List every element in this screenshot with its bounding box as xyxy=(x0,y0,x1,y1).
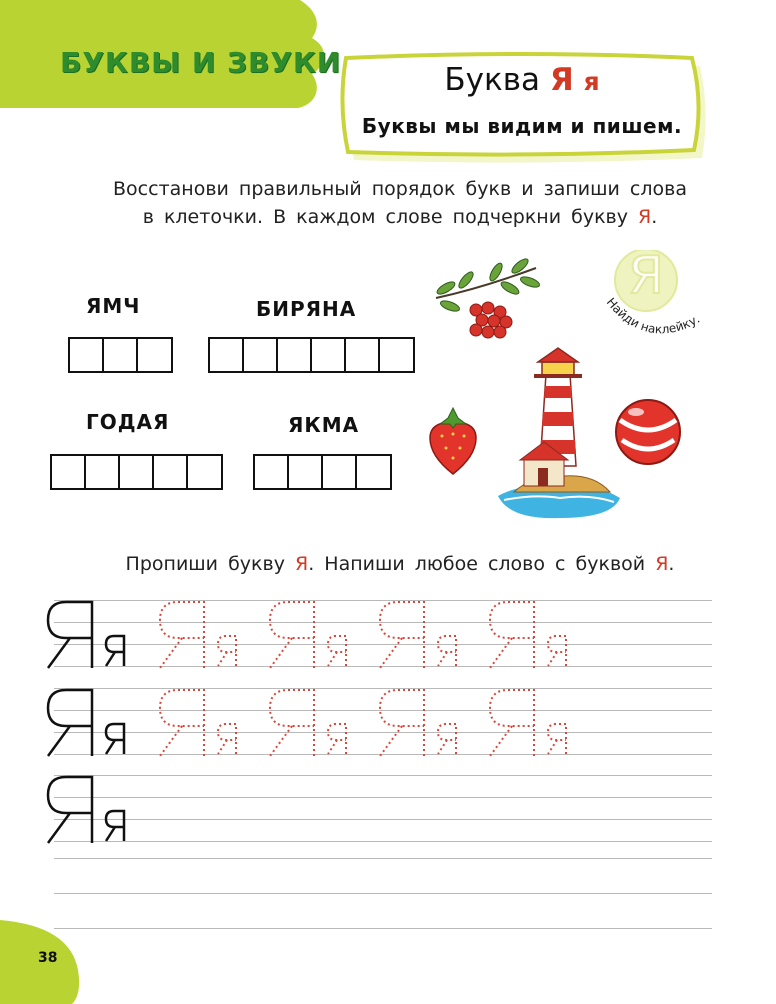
task1-period: . xyxy=(651,206,658,228)
trace-letter-upper[interactable] xyxy=(380,602,424,668)
sample-letter-lower xyxy=(106,811,124,841)
scrambled-word-2: БИРЯНА xyxy=(256,297,357,321)
trace-letter-upper[interactable] xyxy=(490,602,534,668)
trace-letter-upper[interactable] xyxy=(160,602,204,668)
trace-letter-upper[interactable] xyxy=(270,690,314,756)
trace-letter-lower[interactable] xyxy=(438,724,456,754)
trace-letter-upper[interactable] xyxy=(270,602,314,668)
scrambled-word-3: ГОДАЯ xyxy=(86,410,170,434)
section-title: БУКВЫ И ЗВУКИ xyxy=(60,46,342,79)
trace-letter-upper[interactable] xyxy=(490,690,534,756)
sticker-letter: Я xyxy=(627,246,665,306)
card-subtitle: Буквы мы видим и пишем. xyxy=(361,114,683,138)
sample-letter-upper xyxy=(48,602,92,668)
trace-letter-upper[interactable] xyxy=(160,690,204,756)
scrambled-word-4: ЯКМА xyxy=(288,413,360,437)
task1-letter: Я xyxy=(638,206,652,228)
sample-letter-upper xyxy=(48,690,92,756)
trace-letter-lower[interactable] xyxy=(438,636,456,666)
heading-letter-upper: Я xyxy=(549,62,574,98)
task2-text-before: Пропиши букву xyxy=(125,553,285,575)
trace-letter-lower[interactable] xyxy=(548,724,566,754)
sticker-hint-text: Найди наклейку. xyxy=(603,295,703,337)
task2-text-middle: . Напиши любое слово с буквой xyxy=(308,553,646,575)
trace-letter-lower[interactable] xyxy=(548,636,566,666)
trace-letter-lower[interactable] xyxy=(328,636,346,666)
trace-letter-upper[interactable] xyxy=(380,690,424,756)
sample-letter-lower xyxy=(106,636,124,666)
scrambled-word-1: ЯМЧ xyxy=(86,294,141,318)
task2-letter-1: Я xyxy=(295,553,309,575)
task1-text: в клеточки. В каждом слове подчеркни букву xyxy=(142,206,628,228)
heading-word: Буква xyxy=(444,62,540,98)
sample-letter-upper xyxy=(48,777,92,843)
page-number: 38 xyxy=(38,950,58,966)
trace-letter-lower[interactable] xyxy=(328,724,346,754)
trace-letter-lower[interactable] xyxy=(218,636,236,666)
sample-letter-lower xyxy=(106,724,124,754)
task2-period: . xyxy=(668,553,675,575)
task2-letter-2: Я xyxy=(655,553,669,575)
task1-instruction-line1: Восстанови правильный порядок букв и запиши слова xyxy=(113,178,687,200)
heading-letter-lower: я xyxy=(583,67,600,96)
trace-letter-lower[interactable] xyxy=(218,724,236,754)
